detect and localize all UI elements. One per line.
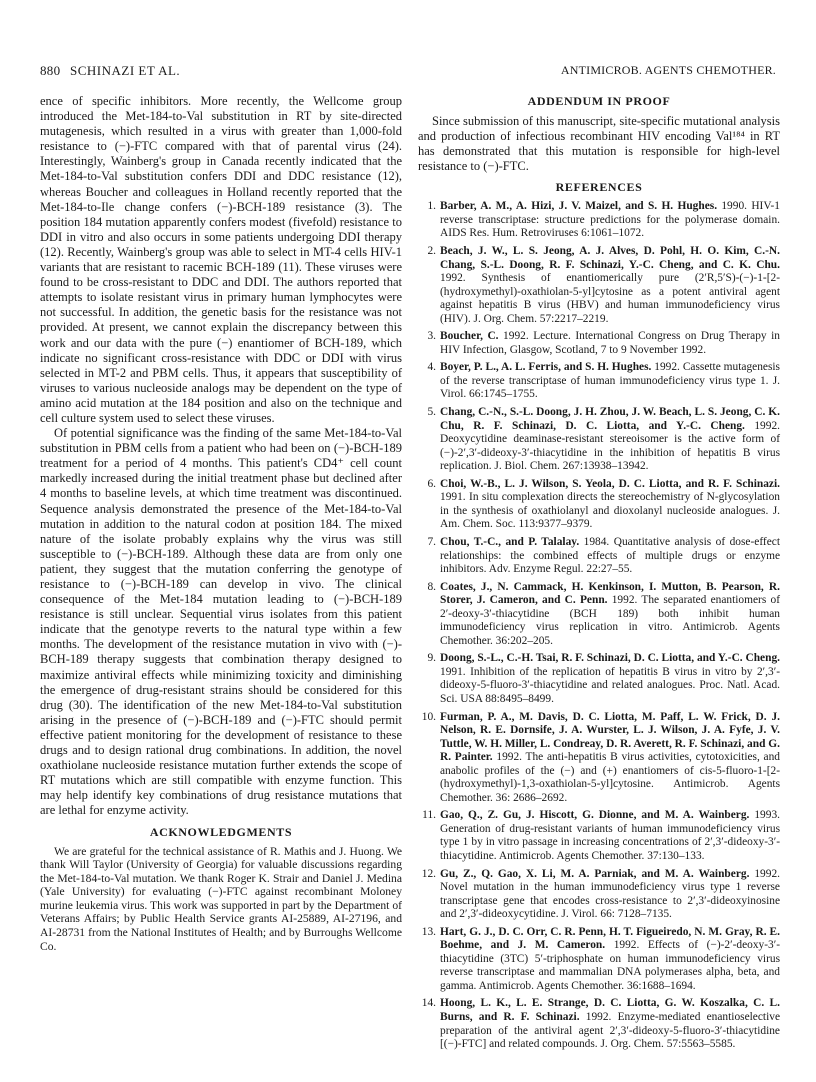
reference-authors: Boucher, C. <box>440 330 499 343</box>
left-column <box>40 94 402 953</box>
reference-item <box>418 868 780 922</box>
reference-item <box>418 652 780 706</box>
reference-authors: Coates, J., N. Cammack, H. Kenkinson, I. Mutton, B. Pearson, R. Storer, J. Cameron, and C. Penn. <box>440 580 780 607</box>
reference-text: 1992. Enzyme-mediated enantioselective preparation of the antiviral agent 2′,3′-dideoxy-5-fluoro-3′-thiacytidine [(−)-FTC] and related compounds. J. Org. Chem. 57:5563–5585. <box>440 1011 780 1051</box>
right-column <box>418 94 780 1056</box>
reference-number: 8. <box>427 580 436 593</box>
reference-authors: Beach, J. W., L. S. Jeong, A. J. Alves, D. Pohl, H. O. Kim, C.-N. Chang, S.-L. Doong, R. F. Schinazi, Y.-C. Cheng, and C. K. Chu. <box>440 245 780 271</box>
reference-list <box>418 200 780 1051</box>
reference-number: 7. <box>427 535 436 548</box>
running-authors: SCHINAZI ET AL. <box>70 63 181 78</box>
reference-text: 1990. HIV-1 reverse transcriptase: structure predictions for the polymerase domain. AIDS Res. Hum. Retroviruses 6:1061–1072. <box>440 200 781 240</box>
reference-authors: Furman, P. A., M. Davis, D. C. Liotta, M. Paff, L. W. Frick, D. J. Nelson, R. E. Dornsife, J. A. Wurster, L. J. Wilson, J. A. Fyfe, J. V. Tuttle, W. H. Miller, L. Condreay, D. R. Averett, R. F. Schinazi, and G. R. Painter. <box>440 710 780 764</box>
reference-text: 1984. Quantitative analysis of dose-effect relationships: the combined effects of multiple drugs or enzyme inhibitors. Adv. Enzyme Regul. 22:27–55. <box>440 535 780 576</box>
reference-number: 5. <box>427 406 436 419</box>
reference-item <box>418 406 780 474</box>
body-paragraph-continued: ence of specific inhibitors. More recently, the Wellcome group introduced the Met-184-to-Val substitution in RT by site-directed mutagenesis, which resulted in a virus with greater than 1,000-fold resistance to (−)-FTC compared with that of parental virus (24). Interestingly, Wainberg's group in Canada recently indicated that the Met-184-to-Val substitution confers DDI and DDC resistance (12), whereas Boucher and colleagues in Holland recently reported that the Met-184-to-Ile change confers (−)-BCH-189 resistance (3). The position 184 mutation apparently confers modest (fivefold) resistance to DDI in vitro and also occurs in some patients undergoing DDI therapy (12). Recently, Wainberg's group was able to select in MT-4 cells HIV-1 variants that are resistant to racemic BCH-189 (11). These viruses were found to be cross-resistant to DDC and DDI. The authors reported that attempts to isolate resistant virus in primary human lymphocytes were not successful. In addition, the genetic basis for the resistance was not provided. At present, we cannot explain the discrepancy between this work and our data with the pure (−) enantiomer of BCH-189, which indicate no significant cross-resistance with DDC or DDI with virus selected in MT-2 and PBM cells. Thus, it appears that susceptibility of viruses to various nucleoside analogs may be dependent on the type of amino acid mutation at the 184 position and also on the technique and cell culture system used to select these viruses. <box>40 94 402 425</box>
acknowledgments-text: We are grateful for the technical assistance of R. Mathis and J. Huong. We thank Will Taylor (University of Georgia) for valuable discussions regarding the Met-184-to-Val mutation. We thank Roger K. Strair and Daniel J. Medina (Yale University) for evaluating (−)-FTC against recombinant Moloney murine leukemia virus. This work was supported in part by the Department of Veterans Affairs; by Public Health Service grants AI-25889, AI-27196, and AI-28731 from the National Institutes of Health; and by Burroughs Wellcome Co. <box>40 844 402 953</box>
reference-authors: Hoong, L. K., L. E. Strange, D. C. Liotta, G. W. Koszalka, C. L. Burns, and R. F. Schinazi. <box>440 997 780 1023</box>
reference-number: 13. <box>421 925 436 938</box>
page-number: 880 <box>40 63 61 78</box>
reference-text: 1992. The separated enantiomers of 2′-deoxy-3′-thiacytidine (BCH 189) both inhibit human immunodeficiency virus replication in vitro. Antimicrob. Agents Chemother. 36:202–205. <box>440 594 780 647</box>
reference-number: 6. <box>427 477 436 490</box>
reference-text: 1993. Generation of drug-resistant variants of human immunodeficiency virus type 1 by in vitro passage in increasing concentrations of 2′,3′-dideoxy-3′-thiacytidine. Antimicrob. Agents Chemother. 37:130–133. <box>440 809 780 862</box>
reference-authors: Choi, W.-B., L. J. Wilson, S. Yeola, D. C. Liotta, and R. F. Schinazi. <box>440 477 780 490</box>
reference-item <box>418 361 780 402</box>
journal-name: ANTIMICROB. AGENTS CHEMOTHER. <box>560 63 776 77</box>
reference-item <box>418 330 780 357</box>
reference-authors: Gao, Q., Z. Gu, J. Hiscott, G. Dionne, and M. A. Wainberg. <box>440 809 750 822</box>
reference-authors: Boyer, P. L., A. L. Ferris, and S. H. Hughes. <box>440 361 652 374</box>
page-header <box>40 63 776 83</box>
reference-item <box>418 581 780 649</box>
reference-number: 10. <box>421 710 436 723</box>
reference-authors: Barber, A. M., A. Hizi, J. V. Maizel, and S. H. Hughes. <box>440 200 718 213</box>
reference-authors: Hart, G. J., D. C. Orr, C. R. Penn, H. T. Figueiredo, N. M. Gray, R. E. Boehme, and J. M. Cameron. <box>440 925 780 952</box>
reference-text: 1992. The anti-hepatitis B virus activities, cytotoxicities, and anabolic profiles of the (−) and (+) enantiomers of cis-5-fluoro-1-[2-(hydroxymethyl)-1,3-oxathiolan-5-yl]cytosine. Antimicrob. Agents Chemother. 36: 2686–2692. <box>440 751 781 804</box>
reference-authors: Chou, T.-C., and P. Talalay. <box>440 535 580 548</box>
reference-number: 12. <box>421 867 436 880</box>
references-heading: REFERENCES <box>555 180 643 195</box>
reference-text: 1991. In situ complexation directs the stereochemistry of N-glycosylation in the synthesis of oxathiolanyl and dioxolanyl nucleoside analogues. J. Am. Chem. Soc. 113:9377–9379. <box>440 491 780 531</box>
reference-item <box>418 711 780 806</box>
reference-number: 2. <box>427 245 436 258</box>
reference-number: 11. <box>422 809 436 822</box>
addendum-heading: ADDENDUM IN PROOF <box>527 94 671 108</box>
reference-text: 1992. Deoxycytidine deaminase-resistant stereoisomer is the active form of (−)-2′,3′-dideoxy-3′-thiacytidine in the inhibition of hepatitis B virus replication. J. Biol. Chem. 267:13938–13942. <box>440 419 780 473</box>
reference-text: 1991. Inhibition of the replication of hepatitis B virus in vitro by 2′,3′-dideoxy-5-fluoro-3′-thiacytidine and related analogues. Proc. Natl. Acad. Sci. USA 88:8495–8499. <box>440 665 780 705</box>
reference-authors: Chang, C.-N., S.-L. Doong, J. H. Zhou, J. W. Beach, L. S. Jeong, C. K. Chu, R. F. Schinazi, D. C. Liotta, and Y.-C. Cheng. <box>440 406 780 432</box>
reference-text: 1992. Synthesis of enantiomerically pure (2′R,5′S)-(−)-1-[2-(hydroxymethyl)-oxathiolan-5-yl]cytosine as a potent antiviral agent against hepatitis B virus (HBV) and human immunodeficiency virus (HIV). J. Org. Chem. 57:2217–2219. <box>440 272 780 325</box>
acknowledgments-heading: ACKNOWLEDGMENTS <box>149 824 293 839</box>
reference-text: 1992. Cassette mutagenesis of the reverse transcriptase of human immunodeficiency virus type 1. J. Virol. 66:1745–1755. <box>440 361 780 401</box>
addendum-text: Since submission of this manuscript, site-specific mutational analysis and production of infectious recombinant HIV encoding Val¹⁸⁴ in RT has demonstrated that this mutation is responsible for high-level resistance to (−)-FTC. <box>418 114 780 174</box>
reference-item <box>418 997 780 1051</box>
reference-number: 1. <box>427 200 436 213</box>
reference-number: 4. <box>427 361 436 374</box>
reference-number: 3. <box>427 330 436 343</box>
body-paragraph: Of potential significance was the finding of the same Met-184-to-Val substitution in PBM cells from a patient who had been on (−)-BCH-189 treatment for a period of 4 months. This patient's CD4⁺ cell count markedly increased during the initial treatment phase but declined after 4 months to baseline levels, at which time treatment was discontinued. Sequence analysis demonstrated the presence of the Met-184-to-Val mutation in addition to the natural codon at position 184. The mixed nature of the isolate probably explains why the virus was still susceptible to (−)-BCH-189. Although these data are from only one patient, they suggest that the mutation conferring the genotype of resistance to (−)-BCH-189 can develop in vivo. The clinical consequence of the Met-184 mutation leading to (−)-BCH-189 resistance is still unclear. Sequential virus isolates from this patient indicate that the genotype reverts to the natural type within a few months. The development of the resistance mutation in vivo with (−)-BCH-189 therapy suggests that combination therapy designed to maximize antiviral effects while minimizing toxicity and diminishing the emergence of drug-resistant strains should be considered for this drug (30). The identification of the new Met-184-to-Val substitution arising in the presence of (−)-BCH-189 and (−)-FTC should permit effective patient monitoring for the development of resistance to these drugs and to design rational drug combinations. In addition, the novel oxathiolane nucleoside resistance mutation further extends the scope of RT mutations which are still compatible with enzyme function. This may help identify key combinations of drug resistance mutations that are lethal for enzyme activity. <box>40 426 402 818</box>
reference-text: 1992. Effects of (−)-2′-deoxy-3′-thiacytidine (3TC) 5′-triphosphate on human immunodeficiency virus reverse transcriptase and mammalian DNA polymerases alpha, beta, and gamma. Antimicrob. Agents Chemother. 36:1688–1694. <box>440 939 780 992</box>
reference-item <box>418 245 780 326</box>
reference-number: 14. <box>421 997 436 1010</box>
reference-authors: Gu, Z., Q. Gao, X. Li, M. A. Parniak, and M. A. Wainberg. <box>440 867 750 880</box>
reference-item <box>418 200 780 241</box>
reference-number: 9. <box>427 652 436 665</box>
reference-text: 1992. Novel mutation in the human immunodeficiency virus type 1 reverse transcriptase gene that encodes cross-resistance to 2′,3′-dideoxyinosine and 2′,3′-dideoxycytidine. J. Virol. 66: 7128–7135. <box>440 867 780 921</box>
reference-item <box>418 536 780 577</box>
reference-item <box>418 478 780 532</box>
reference-item <box>418 926 780 994</box>
reference-item <box>418 809 780 863</box>
reference-authors: Doong, S.-L., C.-H. Tsai, R. F. Schinazi, D. C. Liotta, and Y.-C. Cheng. <box>440 652 780 665</box>
reference-text: 1992. Lecture. International Congress on Drug Therapy in HIV Infection, Glasgow, Scotland, 7 to 9 November 1992. <box>440 330 780 356</box>
